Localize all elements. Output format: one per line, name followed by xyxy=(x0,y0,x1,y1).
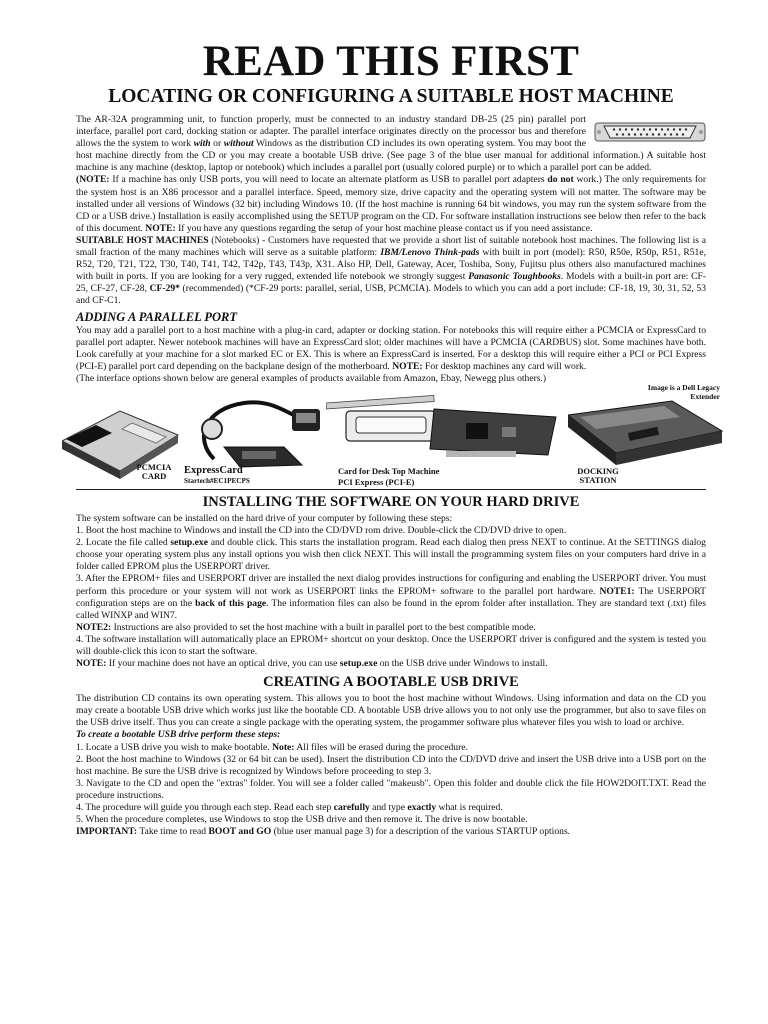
pcmcia-caption: PCMCIA CARD xyxy=(136,461,172,482)
installing-section-heading: INSTALLING THE SOFTWARE ON YOUR HARD DRIVE xyxy=(202,493,580,510)
usb-step-5: 5. When the procedure completes, use Windows to stop the USB drive and then remove it. The drive is now bootable. xyxy=(76,814,528,826)
install-note-optical: NOTE: If your machine does not have an optical drive, you can use setup.exe on the USB drive under Windows to install. xyxy=(76,658,548,670)
install-step-4: 4. The software installation will automatically place an EPROM+ shortcut on your desktop. Once the USERPORT driver is configured and the system is tested you will double-click this icon to start the software. xyxy=(76,633,706,657)
usb-section-heading: CREATING A BOOTABLE USB DRIVE xyxy=(263,674,519,691)
intro-paragraph: The AR-32A programming unit, to function properly, must be connected to an industry standard DB-25 (25 pin) parallel port interface, parallel port card, docking station or adapter. The parallel interface originates directly on the processor bus and therefore allows the the system to work with or without Windows as the distribution CD includes its own operating system. You may boot the host machine directly from the CD or you may create a bootable USB drive. (See page 3 of the blue user manual for additional information.) A suitable host machine is any machine (desktop, laptop or notebook) which includes a parallel port (usually colored purple) or to which a parallel port can be added. (NOTE: If a machine has only USB ports, you will need to locate an alternate platform as USB to parallel port adapters do not work.) The only requirements for the system host is an X86 processor and a parallel interface. Speed, memory size, drive capacity and the operating system will not matter. The software may be installed under all versions of Windows (32 bit) including Windows 10. (If the host machine is running 64 bit windows, you may run the system software from the CD or a USB drive.) Installation is easily accomplished using the SETUP program on the CD. For software installation instructions see below then refer to the back of this document. NOTE: If you have any questions regarding the setup of your host machine please contact us if you need assistance. xyxy=(76,114,707,234)
desktop-card-caption: Card for Desk Top Machine xyxy=(338,465,440,476)
product-images-strip xyxy=(76,382,720,490)
expresscard-adapter-image xyxy=(184,389,324,471)
docking-station-caption: DOCKING STATION xyxy=(577,465,619,486)
usb-intro: The distribution CD contains its own operating system. This allows you to boot the host machine without Windows. Using information and data on the CD you may create a bootable USB drive which works just like the bootable CD. A bootable USB drive allows you to not only use the programmer, but also to save files on the USB drive itself. Thus you can create a single package with the operating system, the progammer software plus whatever files you wish to load or archive. xyxy=(76,693,706,729)
adding-port-heading: ADDING A PARALLEL PORT xyxy=(76,309,238,324)
pci-express-caption: PCI Express (PCI-E) xyxy=(338,476,415,487)
usb-important-note: IMPORTANT: Take time to read BOOT and GO (blue user manual page 3) for a description of the various STARTUP options. xyxy=(76,826,571,838)
docking-station-image xyxy=(568,397,724,469)
adding-port-paragraph: You may add a parallel port to a host machine with a plug-in card, adapter or docking station. For notebooks this will require either a PCMCIA or ExpressCard to parallel port adapter. Newer notebook machines will have an ExpressCard slot; older machines will have a PCMCIA (CARDBUS) slot. Some machines have both. Look carefully at your machine for a slot marked EC or EX. This is where an ExpressCard is inserted. For a desktop this will require either a PCI or PCI Express (PCI-E) parallel port card depending on the backplane design of the motherboard. NOTE: For desktop machines any card will work. (The interface options shown below are general examples of products available from Amazon, Ebay, Newegg plus others.) xyxy=(76,324,706,384)
install-step-3: 3. After the EPROM+ files and USERPORT driver are installed the next dialog provides instructions for configuring and enabling the USERPORT driver. You must perform this procedure or your system will not work as USERPORT links the EPROM+ software to the parallel port hardware. NOTE1: The USERPORT configuration steps are on the back of this page. The information files can also be found in the eprom folder after installation. They are standard text (.txt) files called WINXP and WIN7. xyxy=(76,573,707,621)
usb-step-2: 2. Boot the host machine to Windows (32 or 64 bit can be used). Insert the distribution CD into the CD/DVD drive and insert the USB drive into a USB port on the host machine. Be sure the USB drive is recognized by Windows before proceeding to step 3. xyxy=(76,753,706,777)
page-subtitle: LOCATING OR CONFIGURING A SUITABLE HOST MACHINE xyxy=(108,86,674,107)
usb-step-4: 4. The procedure will guide you through each step. Read each step carefully and type exactly what is required. xyxy=(76,802,503,814)
installing-intro: The system software can be installed on the hard drive of your computer by following these steps: xyxy=(76,512,453,524)
usb-step-1: 1. Locate a USB drive you wish to make bootable. Note: All files will be erased during the procedure. xyxy=(76,741,468,753)
install-step-2: 2. Locate the file called setup.exe and double click. This starts the installation program. Read each dialog then press NEXT to continue. At the SETTINGS dialog choose your operating system plus any install options you wish then click NEXT. This will install the programming system files on your computers hard drive in a folder called EPROM plus the USERPORT driver. xyxy=(76,537,706,573)
install-step-1: 1. Boot the host machine to Windows and install the CD into the CD/DVD rom drive. Double-click the CD/DVD drive to open. xyxy=(76,525,567,537)
usb-step-3: 3. Navigate to the CD and open the "extras" folder. You will see a folder called "makeusb". Open this folder and double click the file HOW2DOIT.TXT. Read the procedure instructions. xyxy=(76,777,706,801)
db25-connector-image xyxy=(594,120,706,144)
install-note-2: NOTE2: Instructions are also provided to set the host machine with a built in parallel port to the best compatible mode. xyxy=(76,621,536,633)
dell-legacy-extender-note: Image is a Dell Legacy Extender xyxy=(647,382,720,401)
startech-caption: Startech#EC1PECPS xyxy=(184,476,250,485)
page-title: READ THIS FIRST xyxy=(202,38,580,85)
expresscard-caption: ExpressCard xyxy=(184,464,243,476)
pci-express-card-image xyxy=(326,393,562,469)
usb-steps-title: To create a bootable USB drive perform these steps: xyxy=(76,729,281,741)
suitable-hosts-paragraph: SUITABLE HOST MACHINES (Notebooks) - Customers have requested that we provide a short list of suitable notebook host machines. The following list is a small fraction of the many machines which will serve as a suitable platform: IBM/Lenovo Think-pads with built in port (model): R50, R50e, R50p, R51, R51e, R52, T20, T21, T22, T30, T40, T41, T42, T42p, T43, T43p, X31. Also HP, Dell, Gateway, Acer, Toshiba, Sony, Fujitsu plus others also manufactured machines with built in ports. If you are looking for a very rugged, extended life notebook we strongly suggest Panasonic Toughbooks. Models with a built-in port are: CF-25, CF-27, CF-28, CF-29* (recommended) (*CF-29 ports: parallel, serial, USB, PCMCIA). Models to which you can add a port include: CF-18, 19, 30, 31, 52, 53 and CF-C1. xyxy=(76,234,707,307)
